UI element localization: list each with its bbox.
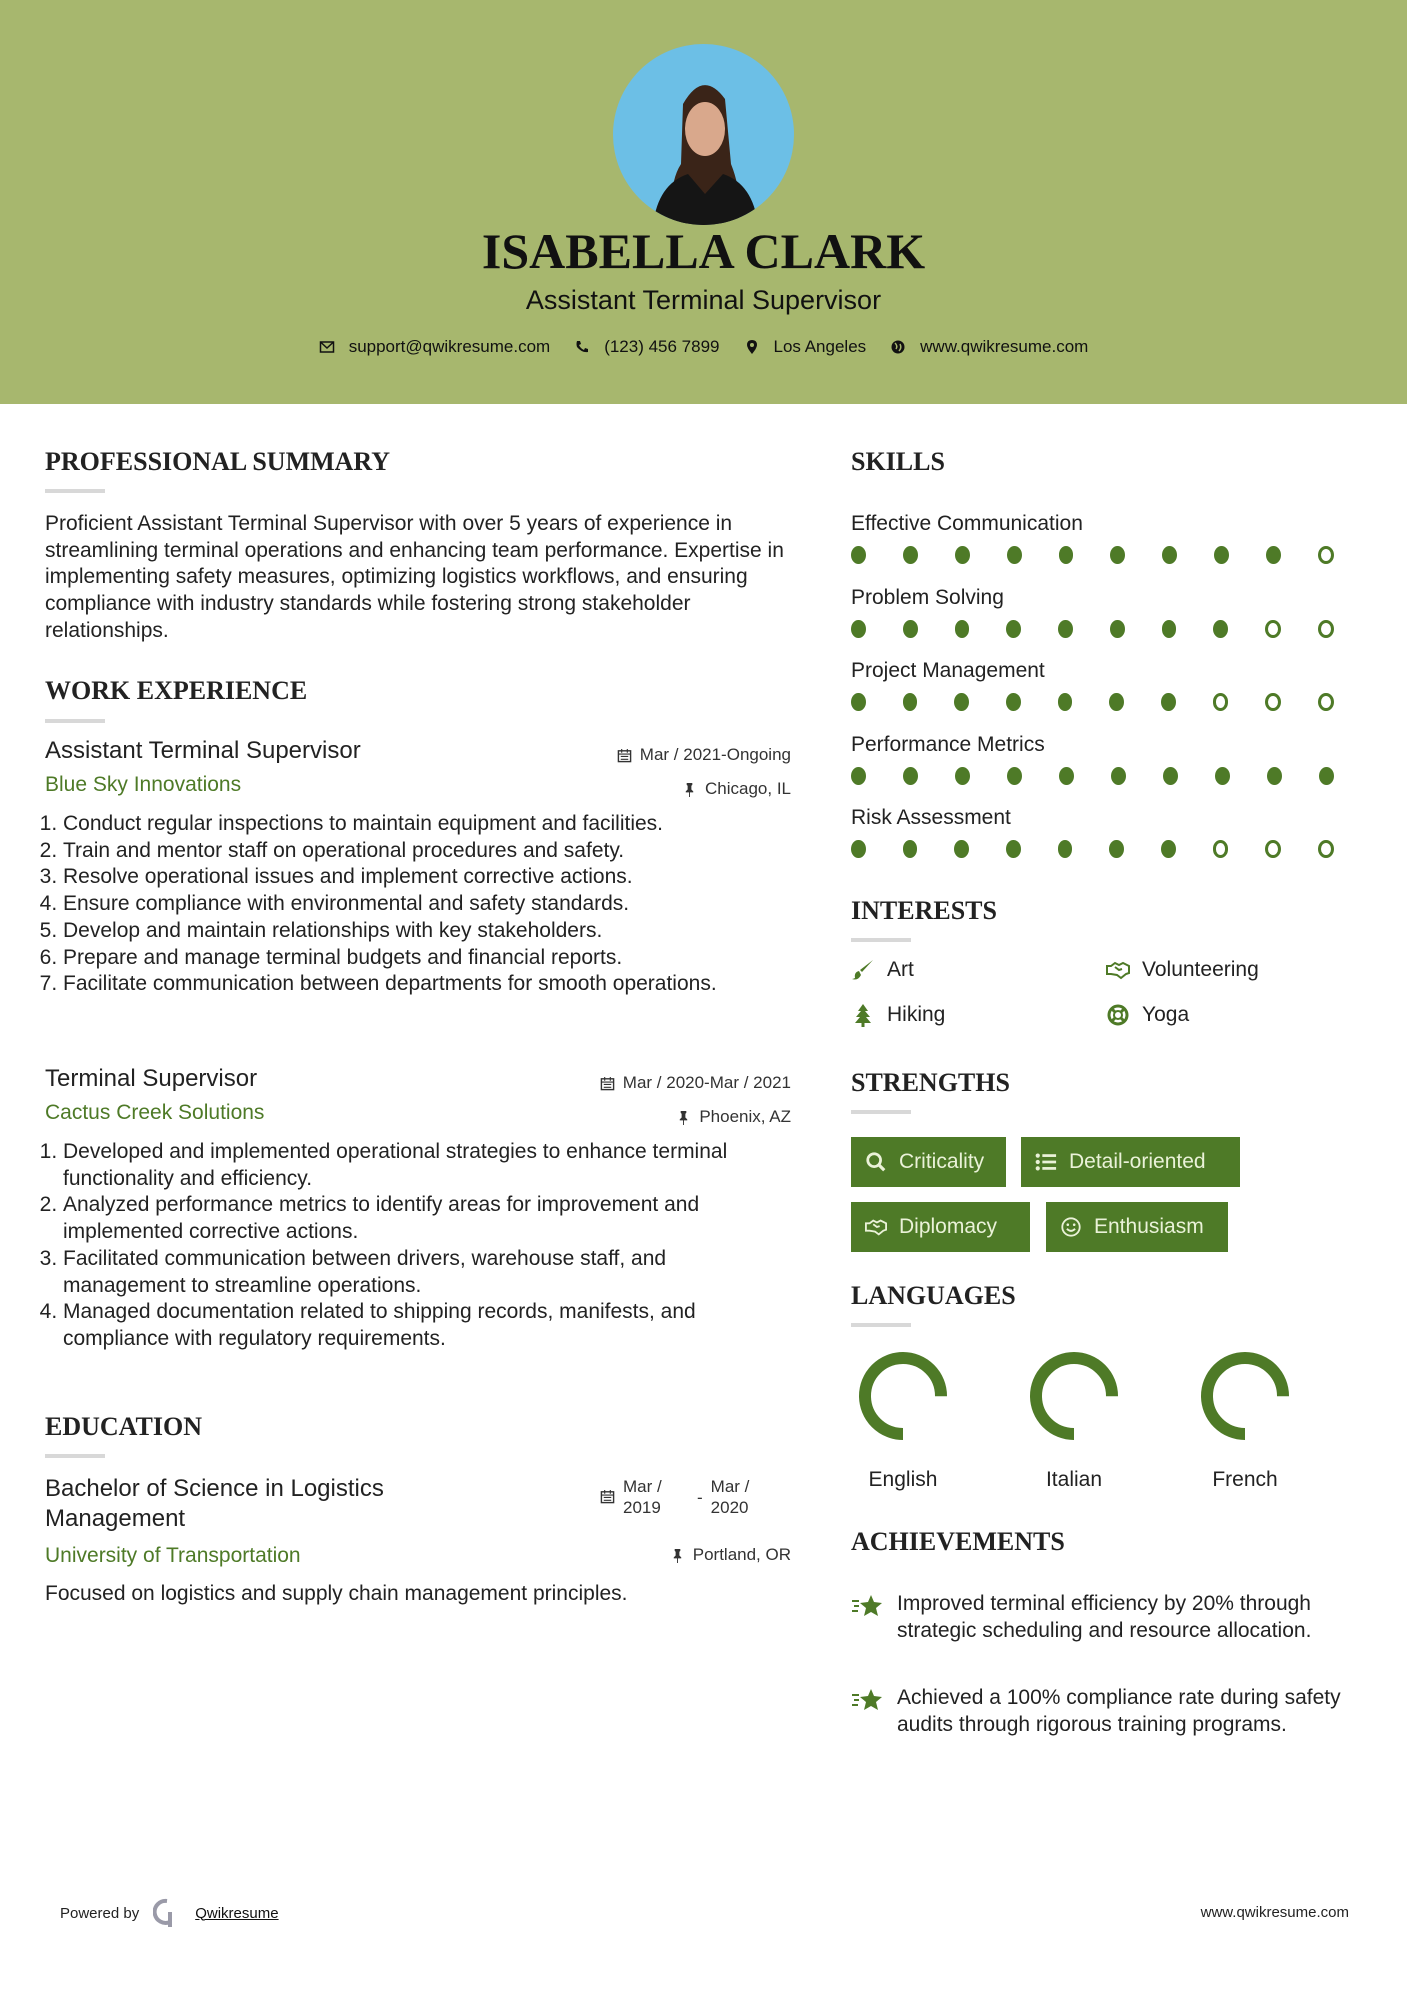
- qwikresume-logo-icon: [153, 1898, 181, 1928]
- job-title: Assistant Terminal Supervisor: [45, 737, 361, 764]
- skill-rating: [851, 767, 1371, 785]
- interest-art: [851, 958, 914, 982]
- duty-item: 4. Ensure compliance with environmental and safety standards.: [63, 891, 791, 918]
- skill-name: Risk Assessment: [851, 806, 1011, 830]
- achievement-item: [851, 1685, 1351, 1738]
- rating-dot-filled: [1267, 767, 1282, 785]
- map-marker-icon: [744, 339, 760, 355]
- job-location: [491, 779, 791, 799]
- achievement-item: [851, 1591, 1351, 1644]
- achievement-text: Improved terminal efficiency by 20% through strategic scheduling and resource allocation.: [897, 1592, 1312, 1642]
- company-name: Blue Sky Innovations: [45, 773, 242, 796]
- rating-dot-filled: [1110, 546, 1125, 564]
- rating-dot-empty: [1265, 693, 1281, 711]
- rating-dot-filled: [1058, 620, 1073, 638]
- skill-item: [851, 733, 1371, 807]
- education-location-text: Portland, OR: [692, 1545, 791, 1564]
- skill-name: Performance Metrics: [851, 732, 1045, 756]
- rating-dot-empty: [1318, 620, 1334, 638]
- achievements-heading: ACHIEVEMENTS: [851, 1527, 1065, 1556]
- language-progress-ring: [1199, 1350, 1291, 1442]
- interest-label: Yoga: [1142, 1003, 1190, 1026]
- calendar-icon: [600, 1489, 615, 1504]
- education-dates: [600, 1476, 767, 1518]
- paint-brush-icon: [851, 958, 875, 982]
- rating-dot-filled: [903, 840, 918, 858]
- job-date: [491, 1073, 791, 1093]
- rating-dot-filled: [1059, 546, 1074, 564]
- rating-dot-empty: [1265, 620, 1281, 638]
- job-location-text: Phoenix, AZ: [699, 1107, 791, 1126]
- pushpin-icon: [682, 782, 697, 797]
- language-item: [1014, 1350, 1134, 1492]
- language-item: [1185, 1350, 1305, 1492]
- rating-dot-filled: [1213, 620, 1228, 638]
- rating-dot-filled: [1111, 767, 1126, 785]
- candidate-title: Assistant Terminal Supervisor: [525, 285, 882, 315]
- rating-dot-filled: [1109, 840, 1124, 858]
- duty-item: 6. Prepare and manage terminal budgets and financial reports.: [63, 945, 791, 972]
- calendar-icon: [600, 1076, 615, 1091]
- duty-item: 2. Analyzed performance metrics to identify areas for improvement and implemented corrective actions.: [63, 1192, 791, 1245]
- strength-detail-oriented: [1021, 1137, 1240, 1187]
- rating-dot-filled: [851, 840, 866, 858]
- duty-item: 2. Train and mentor staff on operational procedures and safety.: [63, 838, 791, 865]
- qwikresume-link[interactable]: Qwikresume: [195, 1904, 279, 1922]
- header-banner: [0, 0, 1407, 404]
- rating-dot-filled: [903, 620, 918, 638]
- section-divider: [45, 1454, 105, 1458]
- skill-name: Project Management: [851, 659, 1045, 683]
- interest-label: Volunteering: [1142, 958, 1259, 981]
- achievement-text: Achieved a 100% compliance rate during safety audits through rigorous training programs.: [897, 1686, 1341, 1736]
- pushpin-icon: [670, 1548, 685, 1563]
- rating-dot-filled: [1161, 693, 1176, 711]
- powered-by-label: Powered by: [60, 1904, 140, 1922]
- job-location: [491, 1107, 791, 1127]
- candidate-name: ISABELLA CLARK: [481, 223, 926, 279]
- language-name: English: [868, 1468, 938, 1491]
- rating-dot-filled: [1163, 767, 1178, 785]
- rating-dot-filled: [1006, 693, 1021, 711]
- strengths-heading: STRENGTHS: [851, 1068, 1010, 1097]
- rating-dot-filled: [903, 546, 918, 564]
- job-duties: [45, 1139, 791, 1353]
- footer-website[interactable]: www.qwikresume.com: [1200, 1904, 1349, 1921]
- rating-dot-filled: [1006, 620, 1021, 638]
- job-date: [491, 745, 791, 765]
- rating-dot-filled: [1007, 767, 1022, 785]
- rating-dot-filled: [954, 693, 969, 711]
- section-divider: [851, 1110, 911, 1114]
- school-name: University of Transportation: [45, 1544, 301, 1567]
- rating-dot-filled: [1006, 840, 1021, 858]
- strength-criticality: [851, 1137, 1006, 1187]
- job-location-text: Chicago, IL: [705, 779, 791, 798]
- contact-location: Los Angeles: [773, 337, 867, 356]
- strength-label: Criticality: [899, 1150, 985, 1173]
- company-name: Cactus Creek Solutions: [45, 1101, 265, 1124]
- strength-diplomacy: [851, 1202, 1030, 1252]
- skill-rating: [851, 546, 1371, 564]
- skill-item: [851, 806, 1371, 880]
- skill-name: Effective Communication: [851, 512, 1083, 535]
- rating-dot-filled: [851, 546, 866, 564]
- rating-dot-filled: [851, 767, 866, 785]
- star-award-icon: [851, 1591, 885, 1621]
- rating-dot-filled: [1058, 693, 1073, 711]
- education-description: Focused on logistics and supply chain management principles.: [45, 1582, 628, 1605]
- tree-icon: [851, 1003, 875, 1027]
- rating-dot-filled: [955, 767, 970, 785]
- profile-photo: [613, 44, 794, 225]
- job-title: Terminal Supervisor: [45, 1065, 258, 1092]
- interest-hiking: [851, 1003, 945, 1027]
- rating-dot-filled: [954, 840, 969, 858]
- rating-dot-filled: [1266, 546, 1281, 564]
- interest-label: Hiking: [887, 1003, 946, 1026]
- globe-icon: [890, 339, 906, 355]
- job-entry: [45, 737, 791, 998]
- languages-heading: LANGUAGES: [851, 1281, 1016, 1310]
- rating-dot-filled: [1058, 840, 1073, 858]
- language-name: Italian: [1045, 1468, 1103, 1491]
- skills-heading: SKILLS: [851, 447, 945, 476]
- rating-dot-filled: [1319, 767, 1334, 785]
- rating-dot-filled: [1214, 546, 1229, 564]
- job-duties: [45, 811, 791, 998]
- duty-item: 3. Resolve operational issues and implement corrective actions.: [63, 864, 791, 891]
- life-ring-icon: [1106, 1003, 1130, 1027]
- skill-rating: [851, 840, 1371, 858]
- job-entry: [45, 1065, 791, 1353]
- section-divider: [45, 719, 105, 723]
- rating-dot-filled: [1215, 767, 1230, 785]
- list-icon: [1035, 1151, 1057, 1173]
- duty-item: 4. Managed documentation related to shipping records, manifests, and compliance with regulatory requirements.: [63, 1299, 791, 1352]
- contact-email[interactable]: support@qwikresume.com: [348, 337, 551, 356]
- language-progress-ring: [1028, 1350, 1120, 1442]
- pushpin-icon: [676, 1110, 691, 1125]
- language-progress-ring: [857, 1350, 949, 1442]
- skill-name: Problem Solving: [851, 585, 1004, 609]
- section-divider: [851, 1323, 911, 1327]
- rating-dot-filled: [1161, 840, 1176, 858]
- duty-item: 5. Develop and maintain relationships with key stakeholders.: [63, 918, 791, 945]
- interest-volunteering: [1106, 958, 1259, 982]
- degree-title: Bachelor of Science in Logistics Management: [45, 1475, 384, 1532]
- job-date-text: Mar / 2021-Ongoing: [639, 745, 791, 764]
- rating-dot-filled: [1162, 546, 1177, 564]
- rating-dot-filled: [851, 620, 866, 638]
- rating-dot-filled: [903, 767, 918, 785]
- summary-heading: PROFESSIONAL SUMMARY: [45, 447, 391, 476]
- rating-dot-filled: [1109, 693, 1124, 711]
- work-heading: WORK EXPERIENCE: [45, 676, 308, 705]
- interest-yoga: [1106, 1003, 1189, 1027]
- rating-dot-filled: [955, 620, 970, 638]
- education-end: Mar / 2020: [710, 1477, 750, 1517]
- smile-icon: [1060, 1216, 1082, 1238]
- skill-item: [851, 659, 1371, 733]
- star-award-icon: [851, 1685, 885, 1715]
- duty-item: 3. Facilitated communication between drivers, warehouse staff, and management to streamline operations.: [63, 1246, 791, 1299]
- rating-dot-filled: [1110, 620, 1125, 638]
- summary-text: Proficient Assistant Terminal Supervisor with over 5 years of experience in streamlining terminal operations and enhancing team performance. Expertise in implementing safety measures, optimizing logistics workflows, and ensuring compliance with industry standards while fostering strong stakeholder relationships.: [45, 512, 784, 642]
- contact-website[interactable]: www.qwikresume.com: [920, 337, 1089, 356]
- rating-dot-empty: [1318, 693, 1334, 711]
- handshake-icon: [865, 1216, 887, 1238]
- rating-dot-filled: [1162, 620, 1177, 638]
- phone-icon: [574, 339, 590, 355]
- handshake-icon: [1106, 958, 1130, 982]
- footer-powered: [60, 1898, 279, 1928]
- education-start: Mar / 2019: [623, 1477, 662, 1517]
- section-divider: [851, 938, 911, 942]
- contact-bar: [0, 337, 1407, 357]
- job-date-text: Mar / 2020-Mar / 2021: [622, 1073, 791, 1092]
- strength-label: Diplomacy: [899, 1215, 998, 1238]
- language-name: French: [1212, 1468, 1278, 1491]
- language-item: [843, 1350, 963, 1492]
- rating-dot-empty: [1213, 693, 1229, 711]
- rating-dot-filled: [1007, 546, 1022, 564]
- strength-label: Detail-oriented: [1069, 1150, 1206, 1173]
- strength-label: Enthusiasm: [1094, 1215, 1204, 1238]
- date-separator: -: [697, 1488, 703, 1507]
- skill-item: [851, 512, 1371, 586]
- interest-label: Art: [887, 958, 914, 981]
- duty-item: 1. Developed and implemented operational strategies to enhance terminal functionality and efficiency.: [63, 1139, 791, 1192]
- strength-enthusiasm: [1046, 1202, 1228, 1252]
- rating-dot-empty: [1318, 840, 1334, 858]
- rating-dot-filled: [1059, 767, 1074, 785]
- rating-dot-empty: [1265, 840, 1281, 858]
- rating-dot-filled: [955, 546, 970, 564]
- skill-item: [851, 586, 1371, 660]
- rating-dot-filled: [903, 693, 918, 711]
- skill-rating: [851, 693, 1371, 711]
- search-icon: [865, 1151, 887, 1173]
- envelope-icon: [319, 339, 335, 355]
- interests-heading: INTERESTS: [851, 896, 997, 925]
- education-location: [491, 1545, 791, 1565]
- contact-phone: (123) 456 7899: [604, 337, 720, 356]
- rating-dot-filled: [851, 693, 866, 711]
- duty-item: 1. Conduct regular inspections to maintain equipment and facilities.: [63, 811, 791, 838]
- rating-dot-empty: [1213, 840, 1229, 858]
- skill-rating: [851, 620, 1371, 638]
- skills-list: [851, 512, 1371, 880]
- calendar-icon: [617, 748, 632, 763]
- duty-item: 7. Facilitate communication between departments for smooth operations.: [63, 971, 791, 998]
- section-divider: [45, 489, 105, 493]
- rating-dot-empty: [1318, 546, 1334, 564]
- education-heading: EDUCATION: [45, 1412, 202, 1441]
